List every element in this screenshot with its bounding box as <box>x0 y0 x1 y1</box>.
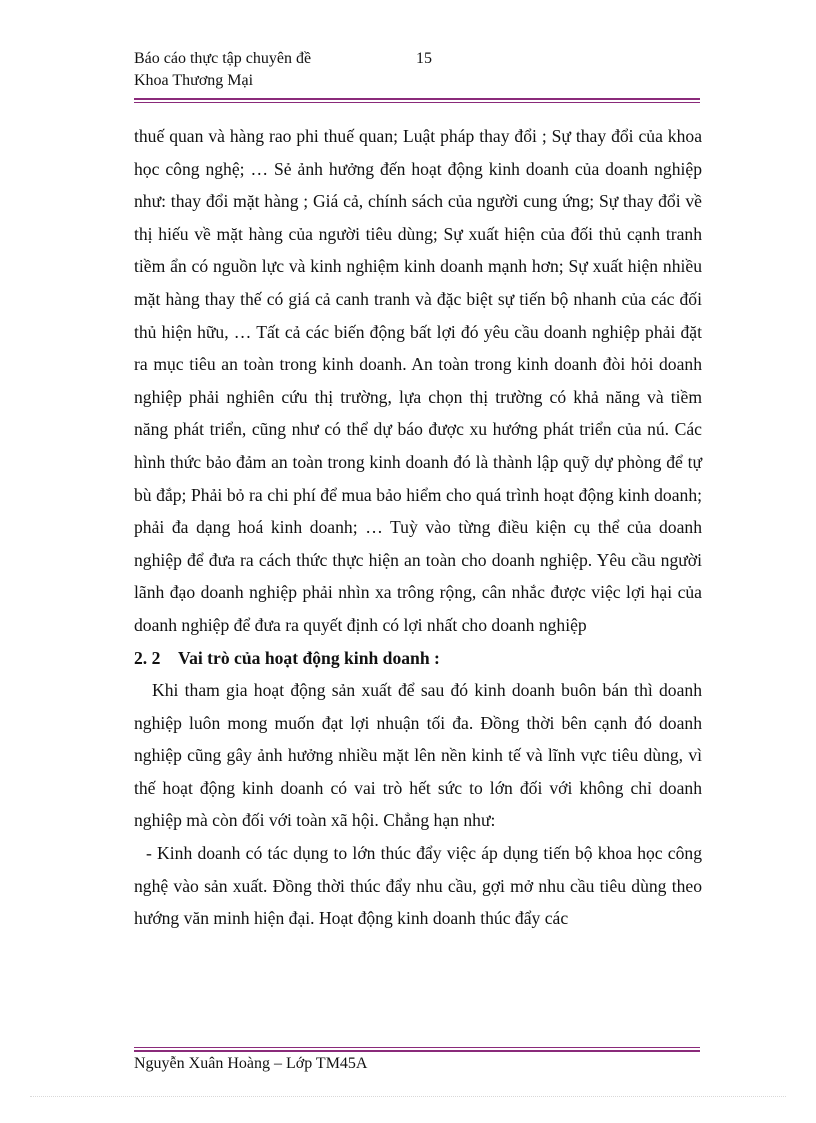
department-name: Khoa Thương Mại <box>134 72 254 89</box>
header-divider <box>134 98 700 103</box>
body-content <box>134 120 702 935</box>
section-number: 2. 2 <box>134 647 161 668</box>
paragraph-bullet-technology: - Kinh doanh có tác dụng to lớn thúc đẩy việc áp dụng tiến bộ khoa học công nghệ vào sản xuất. Đồng thời thúc đẩy nhu cầu, gợi mở nhu cầu tiêu dùng theo hướng văn minh hiện đại. Hoạt động kinh doanh thúc đẩy các <box>134 843 702 929</box>
footer-divider <box>134 1047 700 1052</box>
page-boundary-line <box>30 1096 786 1097</box>
paragraph-role-intro: Khi tham gia hoạt động sản xuất để sau đó kinh doanh buôn bán thì doanh nghiệp luôn mong muốn đạt lợi nhuận tối đa. Đồng thời bên cạnh đó doanh nghiệp cũng gây ảnh hưởng nhiều mặt lên nền kinh tế và lĩnh vực tiêu dùng, vì thế hoạt động kinh doanh có vai trò hết sức to lớn đối với không chỉ doanh nghiệp mà còn đối với toàn xã hội. Chẳng hạn như: <box>134 680 702 831</box>
page-header <box>134 48 700 92</box>
page-footer: Nguyễn Xuân Hoàng – Lớp TM45A <box>134 1055 368 1072</box>
paragraph-continued: thuế quan và hàng rao phi thuế quan; Luật pháp thay đổi ; Sự thay đổi của khoa học công nghệ; … Sẻ ảnh hưởng đến hoạt động kinh doanh của doanh nghiệp như: thay đổi mặt hàng ; Giá cả, chính sách của người cung ứng; Sự thay đổi về thị hiếu về mặt hàng của người tiêu dùng; Sự xuất hiện của đối thủ cạnh tranh tiềm ẩn có nguồn lực và kinh nghiệm kinh doanh mạnh hơn; Sự xuất hiện nhiều mặt hàng thay thế có giá cả canh tranh và đặc biệt sự tiến bộ nhanh của các đối thủ hiện hữu, … Tất cả các biến động bất lợi đó yêu cầu doanh nghiệp phải đặt ra mục tiêu an toàn trong kinh doanh. An toàn trong kinh doanh đòi hỏi doanh nghiệp phải nghiên cứu thị trường, lựa chọn thị trường có khả năng và tiềm năng phát triển, cũng như có thể dự báo được xu hướng phát triển của nú. Các hình thức bảo đảm an toàn trong kinh doanh đó là thành lập quỹ dự phòng để tự bù đắp; Phải bỏ ra chi phí để mua bảo hiểm cho quá trình hoạt động kinh doanh; phải đa dạng hoá kinh doanh; … Tuỳ vào từng điều kiện cụ thể của doanh nghiệp để đưa ra cách thức thực hiện an toàn cho doanh nghiệp. Yêu cầu người lãnh đạo doanh nghiệp phải nhìn xa trông rộng, cân nhắc được việc lợi hại của doanh nghiệp để đưa ra quyết định có lợi nhất cho doanh nghiệp <box>134 126 702 635</box>
section-heading <box>134 642 702 675</box>
section-title: Vai trò của hoạt động kinh doanh : <box>178 647 440 668</box>
page-number: 15 <box>416 50 432 67</box>
report-title: Báo cáo thực tập chuyên đề <box>134 50 312 67</box>
